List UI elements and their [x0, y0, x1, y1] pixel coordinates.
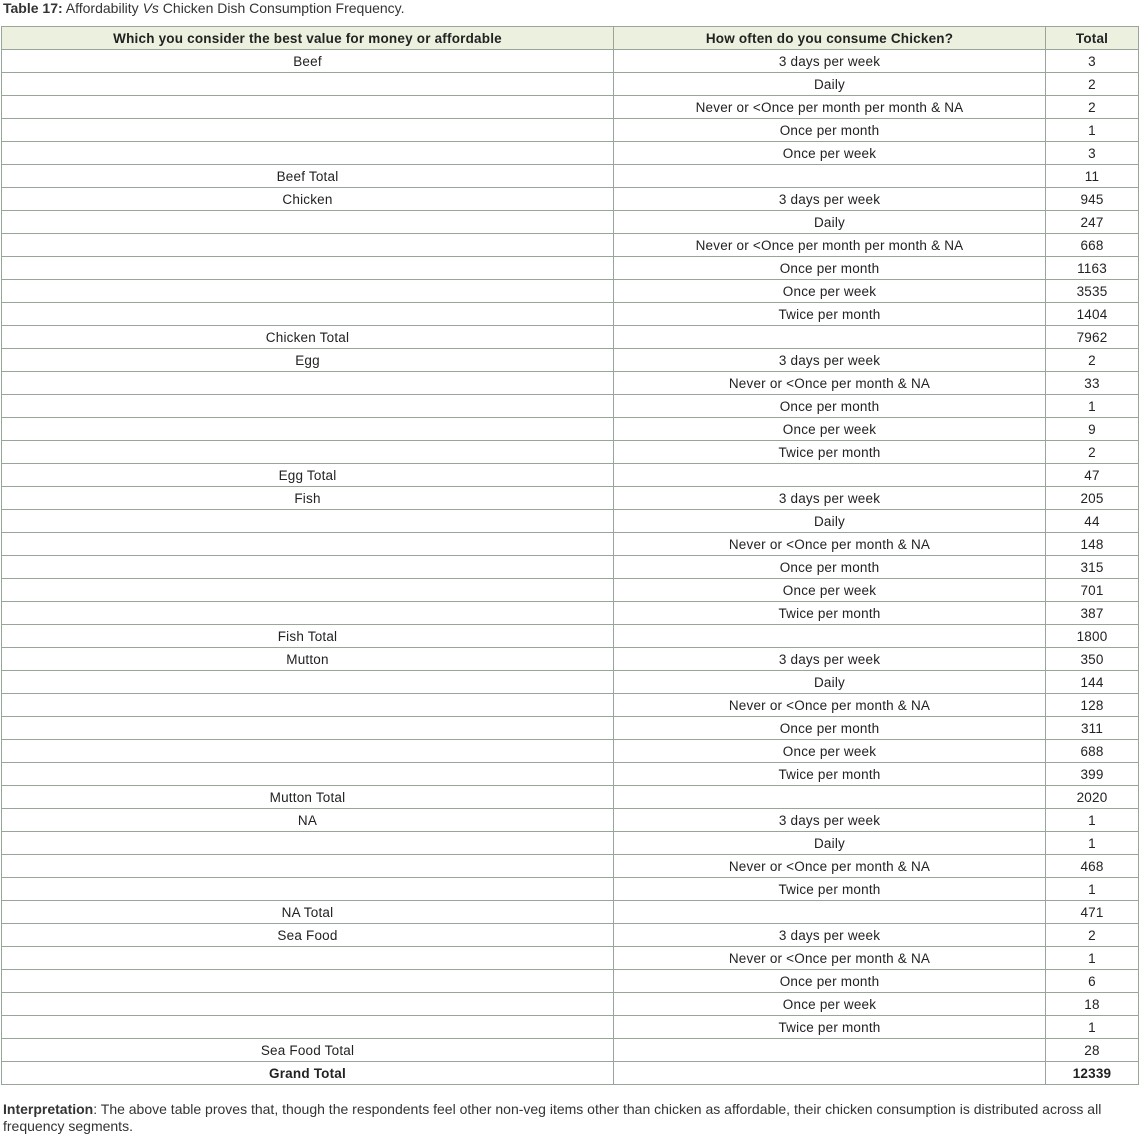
cell-frequency: Daily	[614, 510, 1046, 533]
cell-total: 350	[1046, 648, 1139, 671]
cell-total: 44	[1046, 510, 1139, 533]
cell-total: 1	[1046, 832, 1139, 855]
cell-frequency: Twice per month	[614, 1016, 1046, 1039]
cell-affordable-item	[2, 717, 614, 740]
cell-frequency: Once per month	[614, 395, 1046, 418]
caption-title-italic: Vs	[142, 0, 159, 16]
cell-affordable-item	[2, 441, 614, 464]
cell-frequency: Daily	[614, 73, 1046, 96]
table-row	[2, 372, 1139, 395]
cell-frequency: Never or <Once per month & NA	[614, 855, 1046, 878]
cell-total: 945	[1046, 188, 1139, 211]
cell-frequency: Once per month	[614, 257, 1046, 280]
cell-total: 471	[1046, 901, 1139, 924]
cell-frequency: Once per month	[614, 556, 1046, 579]
cell-affordable-item	[2, 694, 614, 717]
cell-affordable-item	[2, 533, 614, 556]
table-row	[2, 970, 1139, 993]
cell-affordable-item: Egg	[2, 349, 614, 372]
table-row	[2, 119, 1139, 142]
cell-frequency: Once per week	[614, 740, 1046, 763]
cell-total: 688	[1046, 740, 1139, 763]
table-row	[2, 1016, 1139, 1039]
cell-total: 2	[1046, 73, 1139, 96]
column-header-affordable: Which you consider the best value for money or affordable	[2, 27, 614, 50]
cell-frequency: 3 days per week	[614, 648, 1046, 671]
table-row	[2, 257, 1139, 280]
column-header-frequency: How often do you consume Chicken?	[614, 27, 1046, 50]
cell-affordable-item: Chicken	[2, 188, 614, 211]
cell-total: 247	[1046, 211, 1139, 234]
cell-total: 1	[1046, 947, 1139, 970]
table-row	[2, 832, 1139, 855]
cell-affordable-item: Fish Total	[2, 625, 614, 648]
table-row	[2, 487, 1139, 510]
table-row	[2, 579, 1139, 602]
cell-frequency: 3 days per week	[614, 924, 1046, 947]
table-row	[2, 50, 1139, 73]
caption-label: Table 17:	[3, 0, 63, 16]
cell-total: 399	[1046, 763, 1139, 786]
cell-frequency: Once per week	[614, 579, 1046, 602]
cell-frequency	[614, 165, 1046, 188]
cell-total: 128	[1046, 694, 1139, 717]
cell-affordable-item	[2, 395, 614, 418]
cell-frequency	[614, 786, 1046, 809]
cell-affordable-item	[2, 855, 614, 878]
cell-affordable-item: Grand Total	[2, 1062, 614, 1085]
cell-affordable-item	[2, 1016, 614, 1039]
cell-affordable-item: Beef	[2, 50, 614, 73]
cell-total: 2	[1046, 349, 1139, 372]
cell-frequency: 3 days per week	[614, 809, 1046, 832]
cell-frequency: Daily	[614, 671, 1046, 694]
cell-affordable-item: Beef Total	[2, 165, 614, 188]
cell-total: 47	[1046, 464, 1139, 487]
table-row	[2, 142, 1139, 165]
cell-frequency: 3 days per week	[614, 349, 1046, 372]
table-row	[2, 303, 1139, 326]
table-row	[2, 924, 1139, 947]
table-row	[2, 73, 1139, 96]
table-row	[2, 96, 1139, 119]
table-row	[2, 740, 1139, 763]
cell-total: 1	[1046, 119, 1139, 142]
cell-affordable-item	[2, 119, 614, 142]
table-row	[2, 418, 1139, 441]
cell-frequency: 3 days per week	[614, 188, 1046, 211]
cell-affordable-item: Fish	[2, 487, 614, 510]
interpretation-note	[3, 1101, 1137, 1135]
interpretation-text: : The above table proves that, though the respondents feel other non-veg items other than chicken as affordable, their chicken consumption is distributed across all frequency segments.	[3, 1101, 1102, 1134]
table-row	[2, 326, 1139, 349]
table-body	[2, 50, 1139, 1085]
cell-frequency: Daily	[614, 211, 1046, 234]
table-row	[2, 671, 1139, 694]
cell-frequency	[614, 625, 1046, 648]
cell-affordable-item	[2, 142, 614, 165]
cell-total: 2	[1046, 441, 1139, 464]
table-row	[2, 211, 1139, 234]
cell-affordable-item	[2, 211, 614, 234]
cell-affordable-item	[2, 372, 614, 395]
cell-affordable-item	[2, 96, 614, 119]
cell-total: 1	[1046, 395, 1139, 418]
affordability-table	[1, 26, 1139, 1085]
cell-frequency: Twice per month	[614, 602, 1046, 625]
cell-affordable-item	[2, 303, 614, 326]
cell-total: 28	[1046, 1039, 1139, 1062]
grand-total-row	[2, 1062, 1139, 1085]
table-row	[2, 280, 1139, 303]
cell-frequency: Twice per month	[614, 303, 1046, 326]
cell-affordable-item	[2, 280, 614, 303]
cell-frequency: Never or <Once per month & NA	[614, 947, 1046, 970]
table-row	[2, 510, 1139, 533]
interpretation-label: Interpretation	[3, 1101, 94, 1117]
cell-total: 1404	[1046, 303, 1139, 326]
cell-total: 3	[1046, 142, 1139, 165]
cell-total: 701	[1046, 579, 1139, 602]
cell-affordable-item	[2, 763, 614, 786]
cell-total: 1163	[1046, 257, 1139, 280]
cell-affordable-item	[2, 602, 614, 625]
cell-affordable-item	[2, 947, 614, 970]
cell-total: 33	[1046, 372, 1139, 395]
cell-total: 1800	[1046, 625, 1139, 648]
table-row	[2, 648, 1139, 671]
cell-affordable-item: Sea Food Total	[2, 1039, 614, 1062]
cell-total: 2	[1046, 96, 1139, 119]
cell-frequency	[614, 326, 1046, 349]
table-row	[2, 855, 1139, 878]
cell-affordable-item: Egg Total	[2, 464, 614, 487]
table-row	[2, 441, 1139, 464]
table-row	[2, 763, 1139, 786]
cell-total: 9	[1046, 418, 1139, 441]
cell-frequency: Once per month	[614, 970, 1046, 993]
cell-affordable-item	[2, 510, 614, 533]
table-row	[2, 786, 1139, 809]
table-row	[2, 901, 1139, 924]
cell-affordable-item	[2, 73, 614, 96]
cell-frequency: 3 days per week	[614, 487, 1046, 510]
table-row	[2, 464, 1139, 487]
cell-affordable-item	[2, 418, 614, 441]
cell-affordable-item	[2, 234, 614, 257]
cell-total: 11	[1046, 165, 1139, 188]
cell-frequency: Never or <Once per month per month & NA	[614, 234, 1046, 257]
table-row	[2, 165, 1139, 188]
cell-total: 148	[1046, 533, 1139, 556]
cell-affordable-item	[2, 579, 614, 602]
cell-affordable-item	[2, 257, 614, 280]
cell-frequency	[614, 1039, 1046, 1062]
cell-affordable-item: Sea Food	[2, 924, 614, 947]
header-row	[2, 27, 1139, 50]
cell-frequency: Once per month	[614, 717, 1046, 740]
cell-frequency: Never or <Once per month & NA	[614, 372, 1046, 395]
cell-total: 205	[1046, 487, 1139, 510]
cell-total: 668	[1046, 234, 1139, 257]
cell-total: 6	[1046, 970, 1139, 993]
cell-affordable-item: Mutton Total	[2, 786, 614, 809]
cell-frequency: Daily	[614, 832, 1046, 855]
cell-affordable-item	[2, 671, 614, 694]
cell-frequency: Once per week	[614, 280, 1046, 303]
cell-frequency: Once per month	[614, 119, 1046, 142]
cell-frequency: Twice per month	[614, 441, 1046, 464]
cell-frequency	[614, 901, 1046, 924]
table-row	[2, 694, 1139, 717]
cell-affordable-item: Mutton	[2, 648, 614, 671]
cell-frequency	[614, 1062, 1046, 1085]
cell-total: 18	[1046, 993, 1139, 1016]
cell-affordable-item	[2, 970, 614, 993]
cell-frequency: Once per week	[614, 993, 1046, 1016]
cell-total: 468	[1046, 855, 1139, 878]
cell-affordable-item: NA	[2, 809, 614, 832]
table-row	[2, 602, 1139, 625]
cell-frequency	[614, 464, 1046, 487]
cell-total: 144	[1046, 671, 1139, 694]
table-row	[2, 625, 1139, 648]
cell-total: 3	[1046, 50, 1139, 73]
table-row	[2, 947, 1139, 970]
table-row	[2, 234, 1139, 257]
table-row	[2, 1039, 1139, 1062]
cell-total: 1	[1046, 878, 1139, 901]
cell-affordable-item	[2, 878, 614, 901]
table-row	[2, 993, 1139, 1016]
cell-frequency: Twice per month	[614, 763, 1046, 786]
cell-frequency: Twice per month	[614, 878, 1046, 901]
cell-frequency: Never or <Once per month per month & NA	[614, 96, 1046, 119]
cell-frequency: Never or <Once per month & NA	[614, 694, 1046, 717]
table-row	[2, 809, 1139, 832]
cell-total: 2	[1046, 924, 1139, 947]
cell-frequency: Never or <Once per month & NA	[614, 533, 1046, 556]
table-row	[2, 188, 1139, 211]
cell-frequency: Once per week	[614, 142, 1046, 165]
cell-affordable-item	[2, 556, 614, 579]
cell-total: 315	[1046, 556, 1139, 579]
cell-total: 12339	[1046, 1062, 1139, 1085]
cell-affordable-item: Chicken Total	[2, 326, 614, 349]
cell-frequency: Once per week	[614, 418, 1046, 441]
caption-title-part1: Affordability	[65, 0, 143, 16]
cell-frequency: 3 days per week	[614, 50, 1046, 73]
table-row	[2, 533, 1139, 556]
table-row	[2, 349, 1139, 372]
table-row	[2, 717, 1139, 740]
table-row	[2, 395, 1139, 418]
cell-affordable-item	[2, 993, 614, 1016]
table-row	[2, 556, 1139, 579]
cell-total: 387	[1046, 602, 1139, 625]
column-header-total: Total	[1046, 27, 1139, 50]
cell-total: 1	[1046, 809, 1139, 832]
cell-total: 1	[1046, 1016, 1139, 1039]
cell-total: 7962	[1046, 326, 1139, 349]
cell-affordable-item: NA Total	[2, 901, 614, 924]
cell-total: 311	[1046, 717, 1139, 740]
cell-total: 3535	[1046, 280, 1139, 303]
table-caption	[3, 0, 405, 17]
cell-total: 2020	[1046, 786, 1139, 809]
table-row	[2, 878, 1139, 901]
cell-affordable-item	[2, 740, 614, 763]
caption-title-part2: Chicken Dish Consumption Frequency.	[158, 0, 405, 16]
cell-affordable-item	[2, 832, 614, 855]
